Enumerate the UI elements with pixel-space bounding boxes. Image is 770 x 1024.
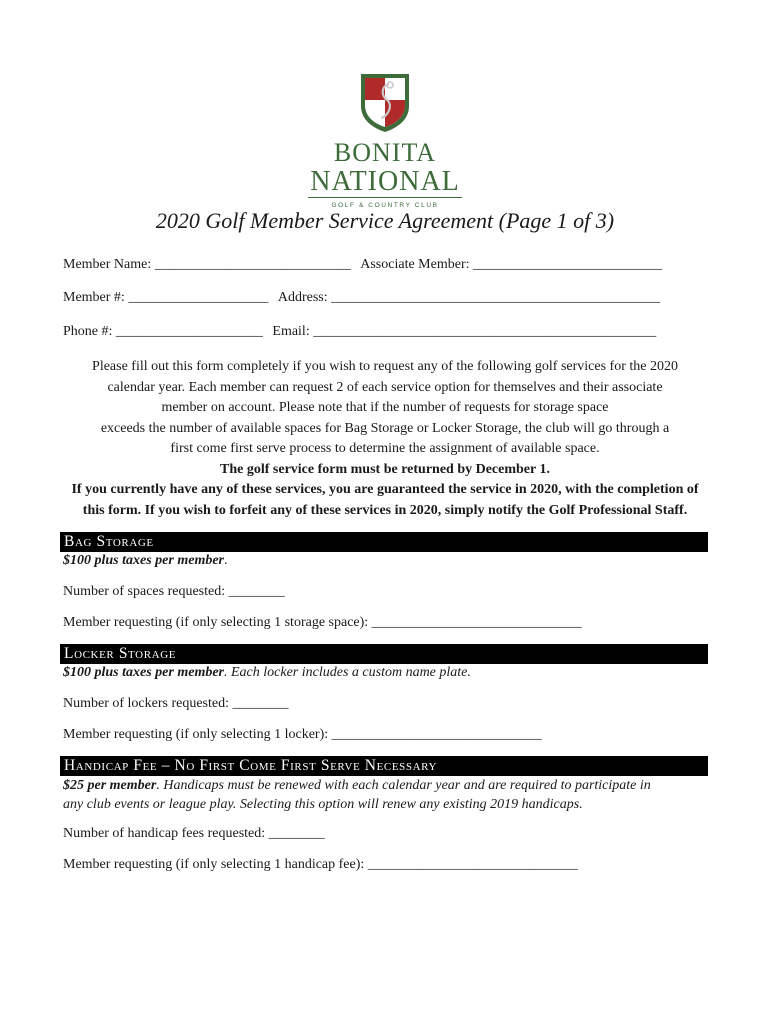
brand-name-line2: NATIONAL bbox=[310, 166, 460, 197]
instructions-line: Please fill out this form completely if you wish to request any of the following golf services for the 2020 bbox=[92, 359, 678, 374]
bag-storage-price: $100 plus taxes per member bbox=[63, 553, 224, 568]
locker-count-field[interactable]: Number of lockers requested: ________ bbox=[63, 696, 289, 711]
instructions-line: exceeds the number of available spaces for Bag Storage or Locker Storage, the club will go through a bbox=[100, 420, 670, 436]
brand-tagline: GOLF & COUNTRY CLUB bbox=[331, 202, 439, 209]
deadline-notice: The golf service form must be returned by December 1. bbox=[220, 461, 550, 477]
address-field[interactable]: Address: _______________________________________________ bbox=[277, 290, 661, 305]
locker-storage-note: . Each locker includes a custom name plate. bbox=[224, 665, 471, 680]
bag-storage-price-line bbox=[63, 553, 228, 569]
handicap-fee-note: any club events or league play. Selecting this option will renew any existing 2019 handicaps. bbox=[63, 797, 583, 812]
member-name-field[interactable]: Member Name: ____________________________ bbox=[63, 257, 351, 272]
bag-spaces-count-field[interactable]: Number of spaces requested: ________ bbox=[63, 584, 285, 599]
instructions-line: member on account. Please note that if the number of requests for storage space bbox=[161, 400, 609, 415]
handicap-count-field[interactable]: Number of handicap fees requested: ________ bbox=[63, 826, 325, 841]
guarantee-notice: If you currently have any of these services, you are guaranteed the service in 2020, with the completion of bbox=[71, 482, 699, 497]
bag-storage-price-suffix: . bbox=[224, 553, 228, 568]
locker-storage-heading: Locker Storage bbox=[60, 644, 708, 664]
bag-member-requesting-field[interactable]: Member requesting (if only selecting 1 storage space): ______________________________ bbox=[63, 615, 582, 630]
phone-field[interactable]: Phone #: _____________________ bbox=[63, 324, 263, 339]
instructions-paragraph bbox=[60, 357, 710, 521]
instructions-line: first come first serve process to determine the assignment of available space. bbox=[170, 441, 600, 456]
handicap-fee-note: . Handicaps must be renewed with each calendar year and are required to participate in bbox=[156, 778, 651, 793]
member-number-field[interactable]: Member #: ____________________ bbox=[63, 290, 269, 305]
brand-name-line1: BONITA bbox=[333, 138, 437, 167]
bag-storage-heading: Bag Storage bbox=[60, 532, 708, 552]
forfeit-notice: this form. If you wish to forfeit any of these services in 2020, simply notify the Golf Professional Staff. bbox=[82, 502, 688, 518]
locker-storage-price-line bbox=[63, 665, 471, 681]
associate-member-field[interactable]: Associate Member: ___________________________ bbox=[360, 257, 662, 272]
locker-storage-price: $100 plus taxes per member bbox=[63, 665, 224, 680]
email-field[interactable]: Email: _________________________________________________ bbox=[272, 324, 657, 339]
locker-member-requesting-field[interactable]: Member requesting (if only selecting 1 locker): ______________________________ bbox=[63, 727, 542, 742]
member-info-row-1 bbox=[63, 257, 662, 273]
handicap-fee-heading: Handicap Fee – No First Come First Serve Necessary bbox=[60, 756, 708, 776]
member-info-row-3 bbox=[63, 324, 656, 340]
handicap-fee-price: $25 per member bbox=[63, 778, 157, 793]
page-title: 2020 Golf Member Service Agreement (Page 1 of 3) bbox=[155, 208, 615, 233]
handicap-member-requesting-field[interactable]: Member requesting (if only selecting 1 handicap fee): ______________________________ bbox=[63, 857, 578, 872]
instructions-line: calendar year. Each member can request 2 of each service option for themselves and their associate bbox=[107, 379, 663, 395]
handicap-fee-description bbox=[63, 776, 713, 814]
club-logo bbox=[0, 72, 770, 209]
shield-crest-icon bbox=[359, 72, 411, 134]
member-info-row-2 bbox=[63, 290, 660, 306]
